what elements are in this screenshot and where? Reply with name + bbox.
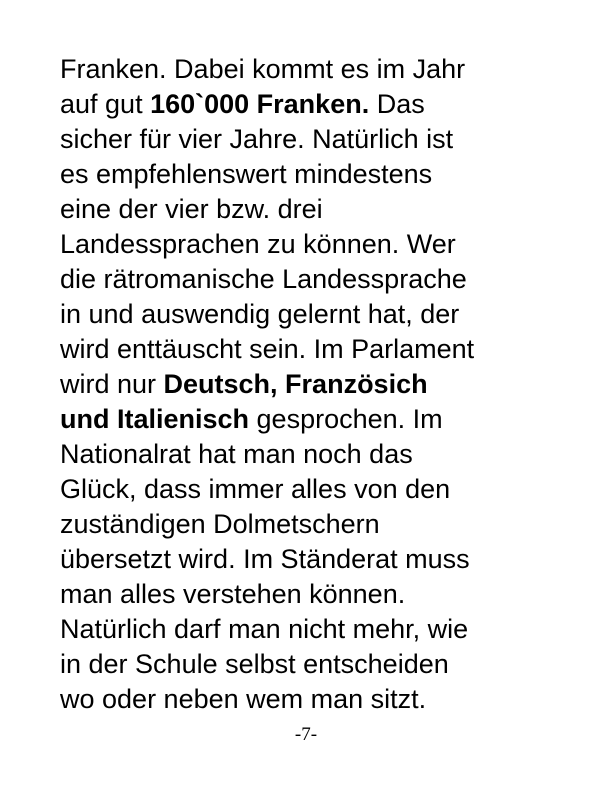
- page-number: -7-: [294, 724, 318, 745]
- text-line: [60, 367, 580, 402]
- text-run: wird nur: [60, 369, 164, 399]
- text-run: wird enttäuscht sein. Im Parlament: [60, 334, 475, 364]
- text-line: [60, 52, 580, 87]
- text-run: wo oder neben wem man sitzt.: [60, 684, 427, 714]
- text-run: Landessprachen zu können. Wer: [60, 229, 456, 259]
- text-line: [60, 612, 580, 647]
- text-line: [60, 437, 580, 472]
- text-run: die rätromanische Landessprache: [60, 264, 467, 294]
- text-run: Franken. Dabei kommt es im Jahr: [60, 54, 466, 84]
- text-line: [60, 577, 580, 612]
- text-line: [60, 87, 580, 122]
- text-line: [60, 507, 580, 542]
- text-line: [60, 297, 580, 332]
- text-run: Das: [369, 89, 425, 119]
- bold-text-run: und Italienisch: [60, 404, 250, 434]
- text-run: zuständigen Dolmetschern: [60, 509, 380, 539]
- text-run: eine der vier bzw. drei: [60, 194, 323, 224]
- text-line: [60, 542, 580, 577]
- text-run: man alles verstehen können.: [60, 579, 406, 609]
- text-line: [60, 647, 580, 682]
- text-line: [60, 472, 580, 507]
- text-line: [60, 192, 580, 227]
- text-run: in und auswendig gelernt hat, der: [60, 299, 460, 329]
- text-run: sicher für vier Jahre. Natürlich ist: [60, 124, 454, 154]
- bold-text-run: 160`000 Franken.: [150, 89, 370, 119]
- text-line: [60, 682, 580, 717]
- text-run: Glück, dass immer alles von den: [60, 474, 451, 504]
- text-run: Nationalrat hat man noch das: [60, 439, 413, 469]
- text-line: [60, 227, 580, 262]
- bold-text-run: Deutsch, Französich: [163, 369, 428, 399]
- text-line: [60, 262, 580, 297]
- text-run: es empfehlenswert mindestens: [60, 159, 433, 189]
- text-line: [60, 332, 580, 367]
- text-line: [60, 157, 580, 192]
- text-line: [60, 402, 580, 437]
- text-run: auf gut: [60, 89, 151, 119]
- text-run: gesprochen. Im: [249, 404, 443, 434]
- text-line: [60, 122, 580, 157]
- text-run: in der Schule selbst entscheiden: [60, 649, 449, 679]
- body-paragraph: [60, 52, 580, 717]
- text-run: Natürlich darf man nicht mehr, wie: [60, 614, 469, 644]
- text-run: übersetzt wird. Im Ständerat muss: [60, 544, 470, 574]
